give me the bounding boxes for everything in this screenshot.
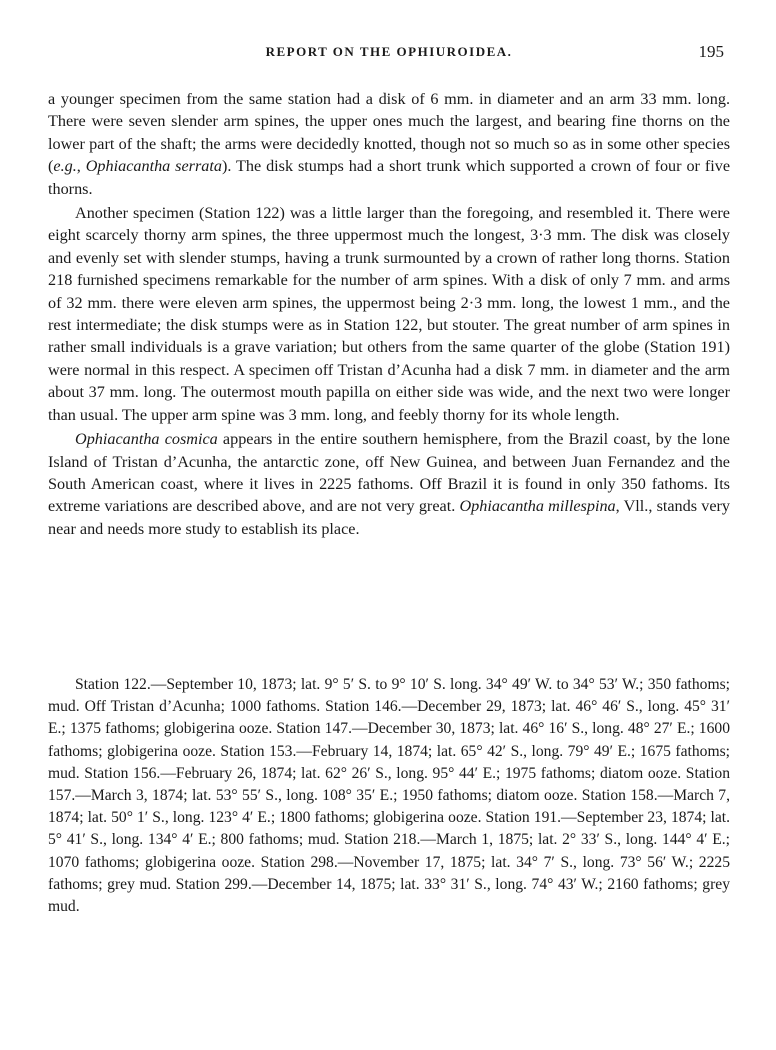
body-text — [48, 88, 730, 540]
text-run: , Vll., stands very near and needs more study to establish its place. — [48, 497, 731, 538]
text-run: , — [76, 157, 86, 176]
running-title: REPORT ON THE OPHIUROIDEA. — [265, 44, 513, 59]
text-run: appears in the entire southern hemisphere, from the Brazil coast, by the lone Island of Tristan d’Acunha, the antarctic zone, off New Guinea, and between Juan Fernandez and the South American coast, where it lives in 2225 fathoms. Off Brazil it is found in only 350 fathoms. Its extreme variations are described above, and are not very great. — [48, 430, 730, 516]
paragraph-distribution — [48, 428, 730, 540]
running-head — [48, 44, 730, 68]
text-run: a younger specimen from the same station had a disk of 6 mm. in diameter and an arm 33 mm. long. There were seven slender arm spines, the upper ones much the largest, and bearing fine thorns on the lower part of the shaft; the arms were decidedly knotted, though not so much so as in some other species ( — [48, 90, 730, 176]
page-number: 195 — [698, 42, 724, 61]
text-run: ). The disk stumps had a short trunk which supported a crown of four or five thorns. — [48, 157, 731, 198]
italic-text: Ophiacantha cosmica — [75, 430, 218, 449]
station-records — [48, 674, 730, 918]
paragraph-variation — [48, 202, 730, 426]
station-list: Station 122.—September 10, 1873; lat. 9° 5′ S. to 9° 10′ S. long. 34° 49′ W. to 34° 53′ W.; 350 fathoms; mud. Off Tristan d’Acunha; 1000 fathoms. Station 146.—December 29, 1873; lat. 46° 46′ S., long. 45° 31′ E.; 1375 fathoms; globigerina ooze. Station 147.—December 30, 1873; lat. 46° 16′ S., long. 48° 27′ E.; 1600 fathoms; globigerina ooze. Station 153.—February 14, 1874; lat. 65° 42′ S., long. 79° 49′ E.; 1675 fathoms; mud. Station 156.—February 26, 1874; lat. 62° 26′ S., long. 95° 44′ E.; 1975 fathoms; diatom ooze. Station 157.—March 3, 1874; lat. 53° 55′ S., long. 108° 35′ E.; 1950 fathoms; diatom ooze. Station 158.—March 7, 1874; lat. 50° 1′ S., long. 123° 4′ E.; 1800 fathoms; globigerina ooze. Station 191.—September 23, 1874; lat. 5° 41′ S., long. 134° 4′ E.; 800 fathoms; mud. Station 218.—March 1, 1875; lat. 2° 33′ S., long. 144° 4′ E.; 1070 fathoms; globigerina ooze. Station 298.—November 17, 1875; lat. 34° 7′ S., long. 73° 56′ W.; 2225 fathoms; grey mud. Station 299.—December 14, 1875; lat. 33° 31′ S., long. 74° 43′ W.; 2160 fathoms; grey mud. — [48, 676, 730, 916]
text-run: Another specimen (Station 122) was a little larger than the foregoing, and resembled it. There were eight scarcely thorny arm spines, the three uppermost much the longest, 3·3 mm. The disk was closely and evenly set with slender stumps, having a trunk surmounted by a crown of rather long thorns. Station 218 furnished specimens remarkable for the number of arm spines. With a disk of only 7 mm. and arms of 32 mm. there were eleven arm spines, the uppermost being 2·3 mm. long, the lowest 1 mm., and the rest intermediate; the disk stumps were as in Station 122, but stouter. The great number of arm spines in rather small individuals is a grave variation; but others from the same quarter of the globe (Station 191) were normal in this respect. A specimen off Tristan d’Acunha had a disk 7 mm. in diameter and the arm about 37 mm. long. The outermost mouth papilla on either side was wide, and the next two were longer than usual. The upper arm spine was 3 mm. long, and feebly thorny for its whole length. — [48, 204, 730, 424]
italic-text: e.g. — [53, 157, 77, 176]
italic-text: Ophiacantha serrata — [85, 157, 222, 176]
italic-text: Ophiacantha millespina — [459, 497, 616, 516]
paragraph-continuation — [48, 88, 730, 200]
